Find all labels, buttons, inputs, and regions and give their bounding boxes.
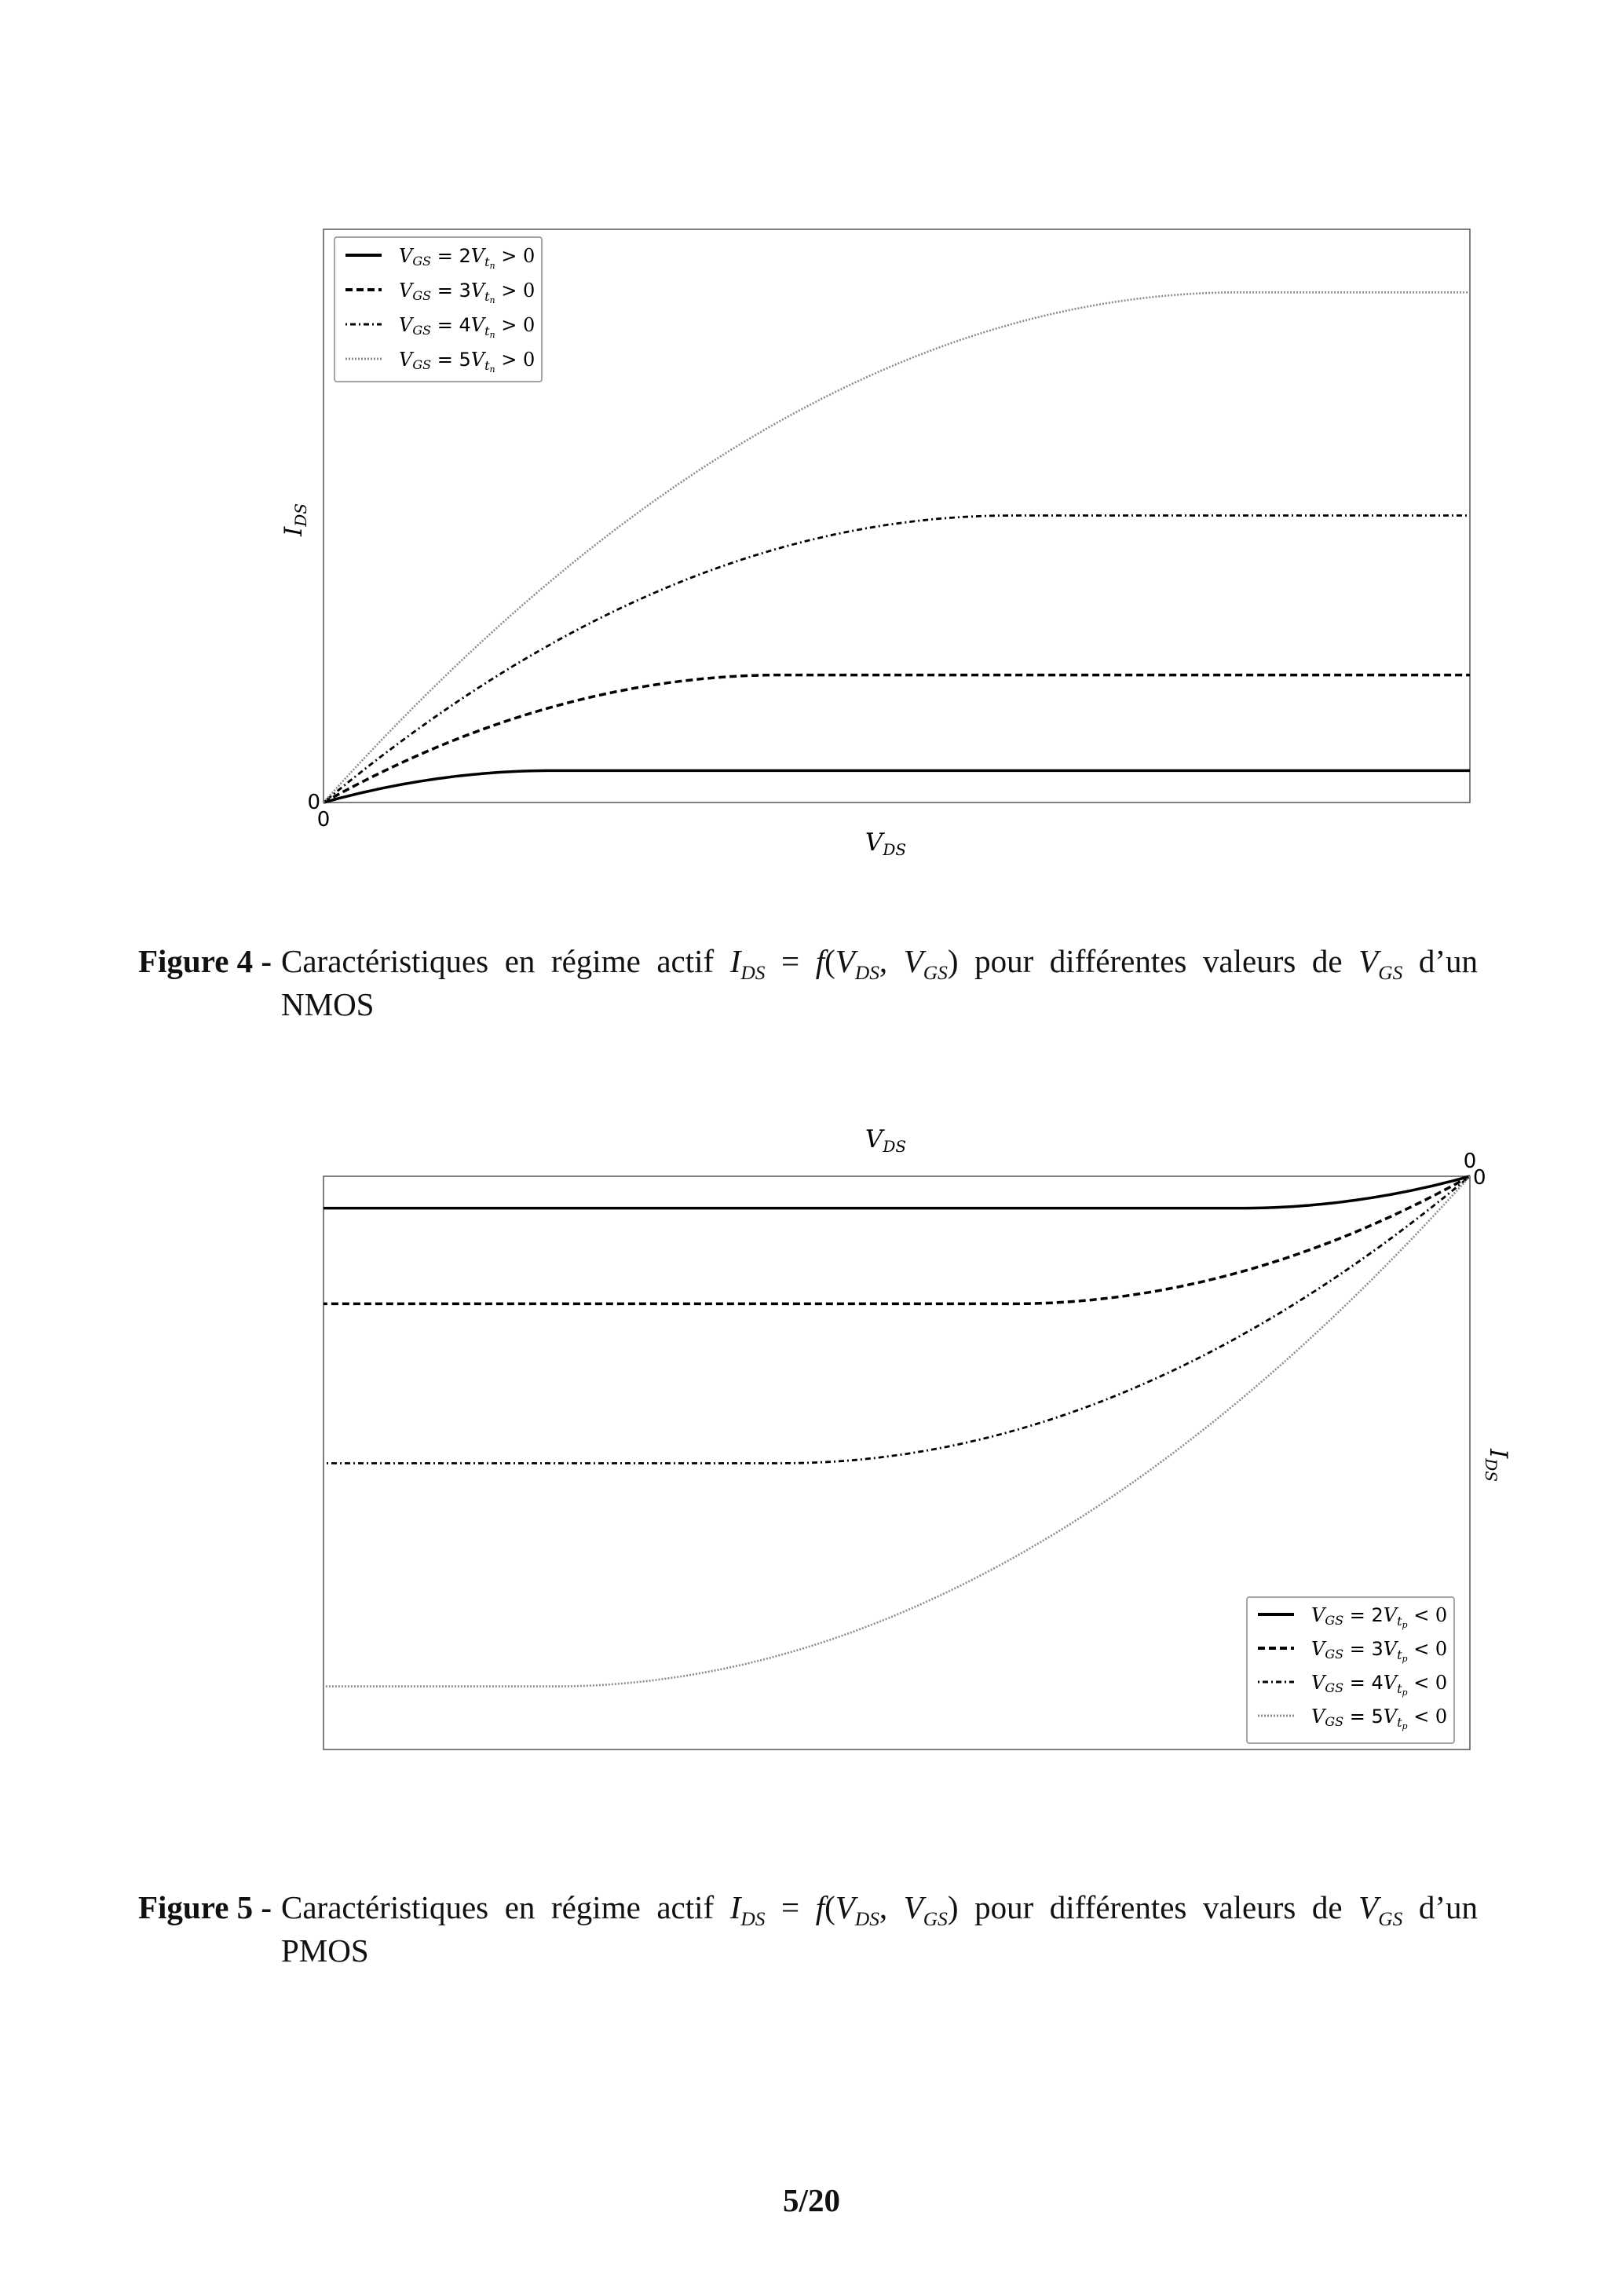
nmos-legend-label: VGS = $2V_tn > 0$ <box>399 245 536 271</box>
nmos-curve-vgs-3 <box>324 675 1470 803</box>
page-number: 5/20 <box>783 2182 840 2218</box>
pmos-curve-vgs-3 <box>324 1176 1470 1303</box>
pmos-legend-label: VGS = $3V_tp < 0$ <box>1311 1638 1448 1664</box>
nmos-legend-label: VGS = $4V_tn > 0$ <box>399 314 536 340</box>
pmos-x-tick-label: 0 <box>1463 1150 1477 1173</box>
nmos-y-tick-label: 0 <box>307 791 320 814</box>
pmos-y-tick-label: 0 <box>1473 1166 1486 1190</box>
pmos-x-axis-label: VDS <box>865 1125 907 1156</box>
nmos-x-axis-label: VDS <box>865 828 907 859</box>
figure-5-label: Figure 5 - <box>138 1889 272 1925</box>
figure-4-caption-line2: NMOS <box>281 986 375 1022</box>
pmos-chart <box>324 1125 1512 1749</box>
nmos-legend-label: VGS = $5V_tn > 0$ <box>399 349 536 375</box>
pmos-curve-vgs-4 <box>324 1176 1470 1464</box>
nmos-chart <box>280 229 1470 859</box>
nmos-x-tick-label: 0 <box>316 808 331 832</box>
nmos-legend-label: VGS = $3V_tn > 0$ <box>399 280 536 305</box>
nmos-legend <box>334 237 542 382</box>
pmos-legend <box>1247 1597 1454 1743</box>
pmos-curve-vgs-2 <box>324 1176 1470 1208</box>
pmos-y-axis-label: IDS <box>1482 1449 1512 1482</box>
figure-5-caption-line2: PMOS <box>281 1932 369 1969</box>
pmos-legend-label: VGS = $4V_tp < 0$ <box>1311 1672 1448 1698</box>
nmos-curve-vgs-4 <box>324 516 1470 803</box>
pmos-legend-label: VGS = $5V_tp < 0$ <box>1311 1706 1448 1731</box>
figure-5-caption-line1: Caractéristiques en régime actif $I_{DS} = f(V_{DS}$, $V_{GS}$) pour différentes valeurs de $V_{GS}$ d’un <box>281 1889 1479 1931</box>
nmos-y-axis-label: IDS <box>280 503 310 536</box>
figure-4-label: Figure 4 - <box>138 943 272 979</box>
figure-4-caption-line1: Caractéristiques en régime actif $I_{DS} = f(V_{DS}$, $V_{GS}$) pour différentes valeurs de $V_{GS}$ d’un <box>281 943 1479 985</box>
pmos-legend-label: VGS = $2V_tp < 0$ <box>1311 1604 1448 1630</box>
nmos-curve-vgs-2 <box>324 770 1470 803</box>
